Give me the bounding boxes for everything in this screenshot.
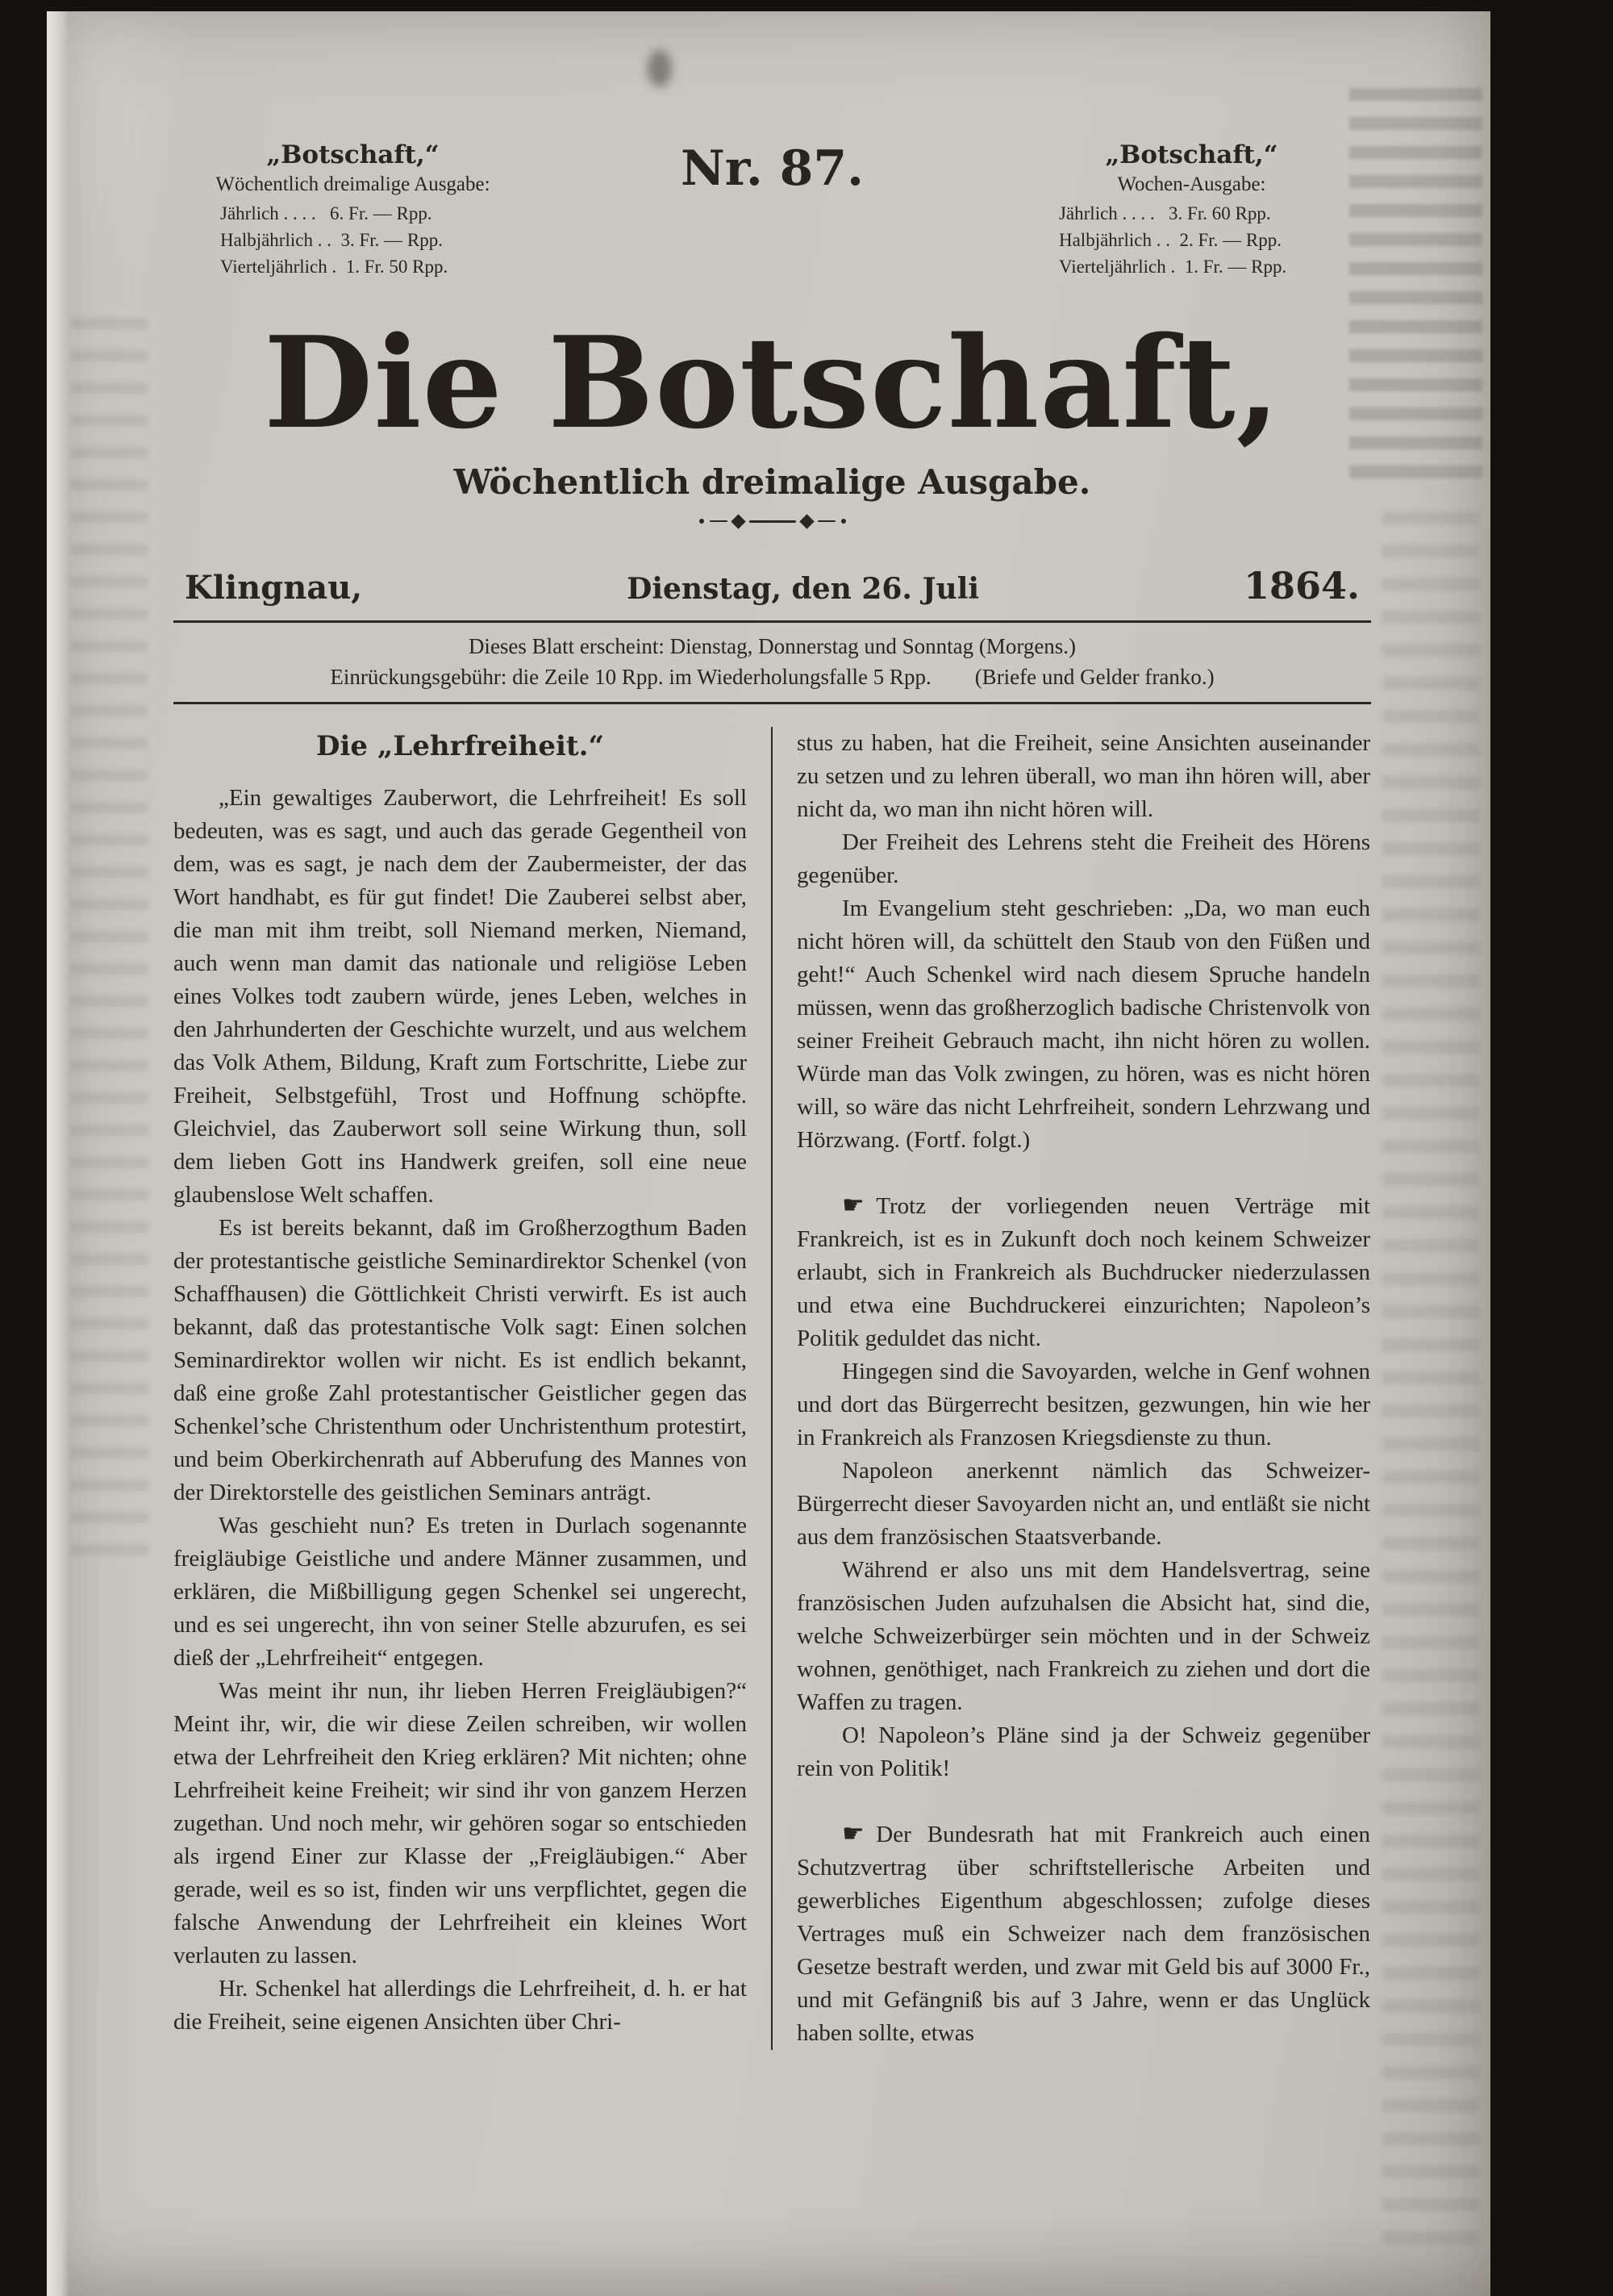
subscription-subtitle: Wöchentlich dreimalige Ausgabe: <box>215 173 490 195</box>
article-paragraph: Hr. Schenkel hat allerdings die Lehrfreiheit, d. h. er hat die Freiheit, seine eigenen Ansichten über Chri- <box>173 1975 747 2035</box>
column-divider <box>771 727 773 2050</box>
publication-notice: Einrückungsgebühr: die Zeile 10 Rpp. im Wiederholungsfalle 5 Rpp. (Briefe und Gelder franko.) <box>330 664 1215 689</box>
subscription-rates <box>1012 200 1371 280</box>
subscription-title: „Botschaft,“ <box>1105 140 1278 169</box>
page-edge <box>47 11 69 2296</box>
issue-number: Nr. 87. <box>680 140 865 197</box>
manicule-icon: ☛ <box>842 1818 865 1848</box>
article-paragraph: Es ist bereits bekannt, daß im Großherzogthum Baden der protestantische geistliche Seminardirektor Schenkel (von Schaffhausen) die Göttlichkeit Christi verwirft. Es ist auch bekannt, daß das protestantische Volk sagt: Einen solchen Seminardirektor wollen wir nicht. Es ist endlich bekannt, daß eine große Zahl protestantischer Geistlicher gegen das Schenkel’sche Christenthum oder Unchristenthum protestirt, und beim Oberkirchenrath auf Abberufung des Mannes von der Direktorstelle des geistlichen Seminars anträgt. <box>173 1214 747 1505</box>
horizontal-rule-bottom <box>173 702 1371 704</box>
ornament-shape <box>799 514 814 528</box>
masthead-subtitle: Wöchentlich dreimalige Ausgabe. <box>453 461 1091 502</box>
ornament-divider <box>173 516 1371 527</box>
subscription-rate: Jährlich . . . . 3. Fr. 60 Rpp. <box>1058 203 1271 223</box>
article-columns <box>173 727 1371 2050</box>
ornament-shape <box>710 520 727 522</box>
ornament-shape <box>818 520 836 522</box>
manicule-icon: ☛ <box>842 1190 865 1220</box>
subscription-header <box>173 140 1371 280</box>
bleed-through-left <box>71 318 148 1568</box>
article-paragraph: ☛ Trotz der vorliegenden neuen Verträge mit Frankreich, ist es in Zukunft doch noch keinem Schweizer erlaubt, sich in Frankreich als Buchdrucker niederzulassen und etwa eine Buchdruckerei einzurichten; Napoleon’s Politik geduldet das nicht. <box>797 1190 1370 1351</box>
ornament-shape <box>731 514 745 528</box>
subscription-rates <box>173 200 532 280</box>
article-heading: Die „Lehrfreiheit.“ <box>315 729 605 762</box>
bleed-through-right <box>1382 511 1479 2246</box>
subscription-box-left <box>173 140 532 280</box>
right-column <box>797 727 1370 2050</box>
ornament-shape <box>841 519 846 524</box>
subscription-rate: Halbjährlich . . 2. Fr. — Rpp. <box>1058 230 1282 250</box>
subscription-rate: Vierteljährlich . 1. Fr. 50 Rpp. <box>220 257 448 277</box>
dateline <box>173 564 1371 607</box>
ornament-shape <box>699 519 704 524</box>
horizontal-rule-top <box>173 620 1371 623</box>
dateline-place: Klingnau, <box>185 568 363 607</box>
article-paragraph: Der Freiheit des Lehrens steht die Freiheit des Hörens gegenüber. <box>797 829 1370 888</box>
publication-notice: Dieses Blatt erscheint: Dienstag, Donnerstag und Sonntag (Morgens.) <box>468 633 1077 658</box>
masthead-title: Die Botschaft, <box>264 309 1281 457</box>
article-paragraph: ☛ Der Bundesrath hat mit Frankreich auch einen Schutzvertrag über schriftstellerische Arbeiten und gewerbliches Eigenthum abgeschlossen; zufolge dieses Vertrages muß ein Schweizer nach dem französischen Gesetze bestraft werden, und zwar mit Geld bis auf 3000 Fr., und mit Gefängniß bis auf 3 Jahre, wenn er das Unglück haben sollte, etwas <box>797 1818 1370 2046</box>
subscription-title: „Botschaft,“ <box>266 140 440 169</box>
article-paragraph: Was geschieht nun? Es treten in Durlach sogenannte freigläubige Geistliche und andere Männer zusammen, und erklären, die Mißbilligung gegen Schenkel sei ungerecht, und es sei ungerecht, ihn von seiner Stelle abzurufen, es sei dieß der „Lehrfreiheit“ entgegen. <box>173 1512 747 1671</box>
article-paragraph: Im Evangelium steht geschrieben: „Da, wo man euch nicht hören will, da schüttelt den Staub von den Füßen und geht!“ Auch Schenkel wird nach diesem Spruche handeln müssen, wenn das großherzoglich badische Christenvolk von seiner Freiheit Gebrauch macht, ihn nicht hören zu wollen. Würde man das Volk zwingen, zu hören, was es nicht hören will, so wäre das nicht Lehrfreiheit, sondern Lehrzwang und Hörzwang. (Fortf. folgt.) <box>797 895 1370 1153</box>
article-paragraph: Napoleon anerkennt nämlich das Schweizer-Bürgerrecht dieser Savoyarden nicht an, und entläßt sie nicht aus dem französischen Staatsverbande. <box>797 1457 1370 1550</box>
page-content <box>173 11 1371 2050</box>
subscription-rate: Halbjährlich . . 3. Fr. — Rpp. <box>220 230 443 250</box>
article-paragraph: Hingegen sind die Savoyarden, welche in Genf wohnen und dort das Bürgerrecht besitzen, gezwungen, hin wie her in Frankreich als Franzosen Kriegsdienste zu thun. <box>797 1358 1370 1451</box>
subscription-rate: Vierteljährlich . 1. Fr. — Rpp. <box>1058 257 1287 277</box>
article-paragraph: Was meint ihr nun, ihr lieben Herren Freigläubigen?“ Meint ihr, wir, die wir diese Zeilen schreiben, wir wollen etwa der Lehrfreiheit den Krieg erklären? Mit nichten; ohne Lehrfreiheit keine Freiheit; wir sind ihr von ganzem Herzen zugethan. Und noch mehr, wir gehören sogar so entschieden als irgend Einer zur Klasse der „Freigläubigen.“ Aber gerade, weil es so ist, finden wir uns verpflichtet, gegen die falsche Anwendung der Lehrfreiheit ein kleines Wort verlauten zu lassen. <box>173 1677 747 1968</box>
dateline-year: 1864. <box>1243 563 1360 607</box>
subscription-box-right <box>1012 140 1371 280</box>
subscription-subtitle: Wochen-Ausgabe: <box>1117 173 1266 195</box>
article-paragraph: stus zu haben, hat die Freiheit, seine Ansichten auseinander zu setzen und zu lehren überall, wo man ihn hören will, aber nicht da, wo man ihn nicht hören will. <box>797 729 1370 822</box>
newspaper-page <box>47 11 1490 2296</box>
article-paragraph: „Ein gewaltiges Zauberwort, die Lehrfreiheit! Es soll bedeuten, was es sagt, und auch das gerade Gegentheil von dem, was es sagt, je nach dem der Zaubermeister, der das Wort handhabt, es für gut findet! Die Zauberei selbst aber, die man mit ihm treibt, soll Niemand merken, Niemand, auch wenn man damit das nationale und religiöse Leben eines Volkes todt zaubern würde, jenes Leben, welches in den Jahrhunderten der Geschichte wurzelt, und aus welchem das Volk Athem, Bildung, Kraft zum Fortschritte, Liebe zur Freiheit, Selbstgefühl, Trost und Hoffnung schöpfte. Gleichviel, das Zauberwort soll seine Wirkung thun, soll dem lieben Gott ins Handwerk greifen, soll eine neue glaubenslose Welt schaffen. <box>173 784 747 1208</box>
article-paragraph: Während er also uns mit dem Handelsvertrag, seine französischen Juden aufzuhalsen die Absicht hat, sind die, welche Schweizerbürger sein möchten und in der Schweiz wohnen, genöthiget, nach Frankreich zu ziehen und dort die Waffen zu tragen. <box>797 1556 1370 1715</box>
left-column <box>173 727 747 2050</box>
dateline-date: Dienstag, den 26. Juli <box>627 571 980 606</box>
ornament-shape <box>749 520 796 523</box>
subscription-rate: Jährlich . . . . 6. Fr. — Rpp. <box>220 203 432 223</box>
article-paragraph: O! Napoleon’s Pläne sind ja der Schweiz gegenüber rein von Politik! <box>797 1722 1370 1781</box>
publication-notices <box>173 631 1371 692</box>
